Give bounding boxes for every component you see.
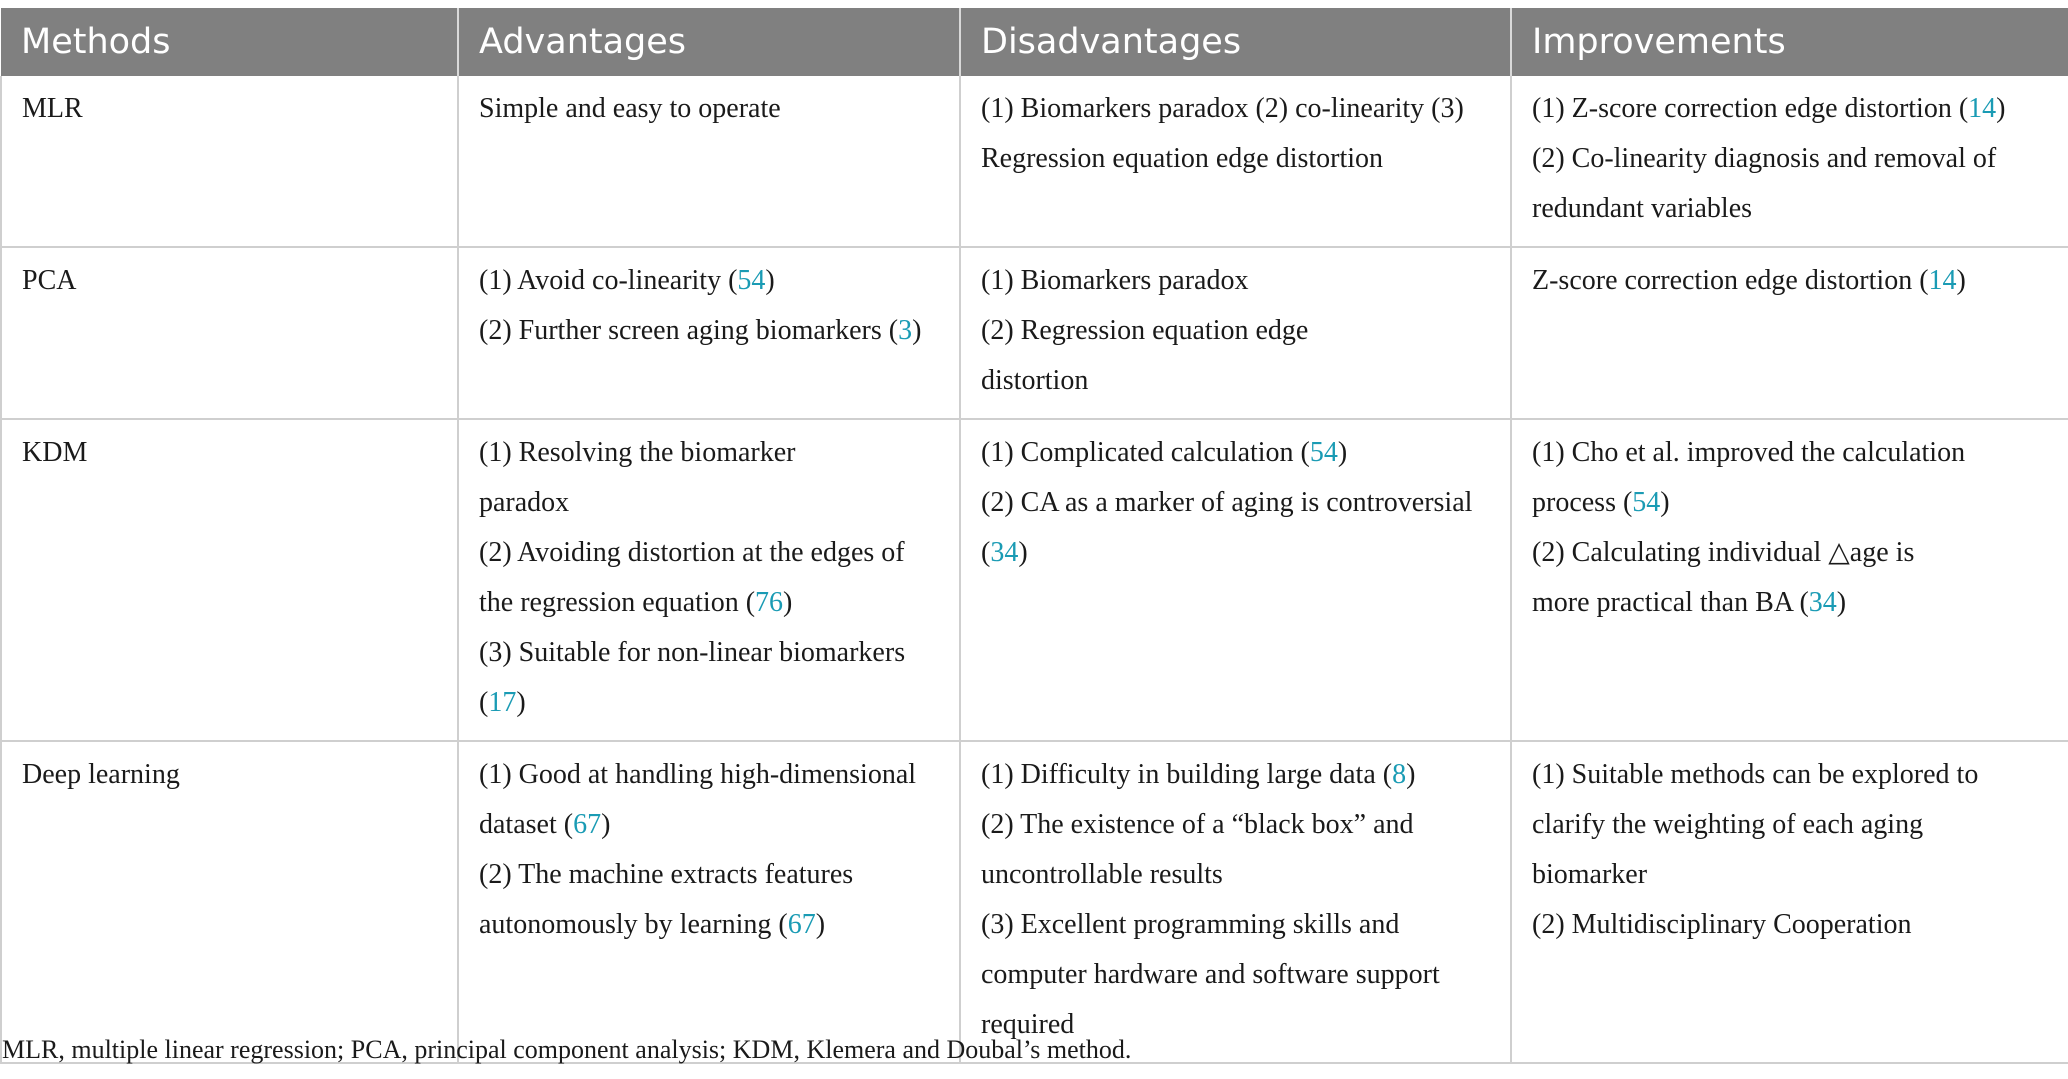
method-cell: MLR bbox=[1, 76, 458, 247]
table-row bbox=[1, 247, 2068, 419]
improvements-cell bbox=[1511, 741, 2068, 1063]
cell-text: (2) The machine extracts features bbox=[479, 859, 854, 890]
cell-text: (2) Avoiding distortion at the edges of bbox=[479, 537, 905, 568]
cell-line bbox=[1532, 578, 2048, 628]
cell-line bbox=[479, 578, 939, 628]
cell-line bbox=[981, 900, 1490, 950]
cell-line bbox=[479, 900, 939, 950]
cell-text: ( bbox=[981, 537, 991, 568]
cell-line bbox=[479, 478, 939, 528]
advantages-cell bbox=[458, 419, 960, 741]
advantages-cell bbox=[458, 741, 960, 1063]
cell-line bbox=[479, 800, 939, 850]
reference-link[interactable]: 34 bbox=[990, 537, 1019, 568]
cell-text: (2) Co-linearity diagnosis and removal of bbox=[1532, 143, 1997, 174]
reference-link[interactable]: 3 bbox=[898, 315, 913, 346]
cell-text: (2) Calculating individual △age is bbox=[1532, 537, 1915, 568]
cell-line bbox=[479, 678, 939, 728]
cell-text: (2) Regression equation edge bbox=[981, 315, 1309, 346]
method-cell: Deep learning bbox=[1, 741, 458, 1063]
cell-line bbox=[1532, 84, 2048, 134]
cell-text: ) bbox=[516, 687, 526, 718]
reference-link[interactable]: 54 bbox=[1309, 437, 1338, 468]
cell-text: (1) Biomarkers paradox (2) co-linearity (3) bbox=[981, 93, 1464, 124]
header-methods: Methods bbox=[1, 8, 458, 76]
cell-line bbox=[1532, 900, 2048, 950]
cell-text: (1) Difficulty in building large data ( bbox=[981, 759, 1393, 790]
cell-line bbox=[479, 428, 939, 478]
cell-text: biomarker bbox=[1532, 859, 1648, 890]
disadvantages-cell bbox=[960, 247, 1511, 419]
cell-text: process ( bbox=[1532, 487, 1633, 518]
cell-text: (1) Cho et al. improved the calculation bbox=[1532, 437, 1966, 468]
improvements-cell bbox=[1511, 419, 2068, 741]
cell-text: (2) Multidisciplinary Cooperation bbox=[1532, 909, 1912, 940]
disadvantages-cell bbox=[960, 741, 1511, 1063]
cell-text: ) bbox=[783, 587, 793, 618]
cell-line bbox=[1532, 428, 2048, 478]
cell-text: (1) Good at handling high-dimensional bbox=[479, 759, 917, 790]
cell-text: Simple and easy to operate bbox=[479, 93, 781, 124]
table-row bbox=[1, 419, 2068, 741]
cell-line bbox=[981, 950, 1490, 1000]
cell-text: more practical than BA ( bbox=[1532, 587, 1809, 618]
cell-line bbox=[1532, 750, 2048, 800]
header-disadvantages: Disadvantages bbox=[960, 8, 1511, 76]
cell-text: (1) Resolving the biomarker bbox=[479, 437, 796, 468]
cell-text: (1) Complicated calculation ( bbox=[981, 437, 1310, 468]
cell-line bbox=[479, 850, 939, 900]
cell-text: ) bbox=[815, 909, 826, 940]
cell-line bbox=[981, 256, 1490, 306]
disadvantages-cell bbox=[960, 419, 1511, 741]
cell-text: ) bbox=[765, 265, 775, 296]
cell-line bbox=[1532, 850, 2048, 900]
cell-line bbox=[981, 528, 1490, 578]
cell-text: required bbox=[981, 1009, 1075, 1040]
cell-text: (1) Biomarkers paradox bbox=[981, 265, 1249, 296]
cell-line bbox=[981, 306, 1490, 356]
cell-line bbox=[981, 850, 1490, 900]
cell-line bbox=[1532, 184, 2048, 234]
cell-text: (1) Z-score correction edge distortion ( bbox=[1532, 93, 1969, 124]
reference-link[interactable]: 54 bbox=[1632, 487, 1661, 518]
cell-text: Regression equation edge distortion bbox=[981, 143, 1384, 174]
cell-text: ( bbox=[479, 687, 489, 718]
header-advantages: Advantages bbox=[458, 8, 960, 76]
cell-text: computer hardware and software support bbox=[981, 959, 1440, 990]
method-cell: PCA bbox=[1, 247, 458, 419]
methods-comparison-table bbox=[0, 8, 2068, 1064]
cell-text: the regression equation ( bbox=[479, 587, 756, 618]
table-footnote: MLR, multiple linear regression; PCA, principal component analysis; KDM, Klemera and Doubal’s method. bbox=[2, 1035, 1132, 1064]
table-body bbox=[1, 76, 2068, 1063]
cell-line bbox=[981, 84, 1490, 134]
cell-text: ) bbox=[1406, 759, 1416, 790]
cell-line bbox=[479, 628, 939, 678]
cell-text: (3) Excellent programming skills and bbox=[981, 909, 1400, 940]
cell-text: ) bbox=[601, 809, 611, 840]
table-row bbox=[1, 76, 2068, 247]
cell-line bbox=[479, 84, 939, 134]
cell-text: (2) The existence of a “black box” and bbox=[981, 809, 1414, 840]
cell-line bbox=[1532, 134, 2048, 184]
cell-text: ) bbox=[912, 315, 922, 346]
cell-text: (1) Suitable methods can be explored to bbox=[1532, 759, 1979, 790]
cell-line bbox=[981, 800, 1490, 850]
cell-line bbox=[1532, 256, 2048, 306]
reference-link[interactable]: 67 bbox=[573, 809, 602, 840]
cell-text: dataset ( bbox=[479, 809, 574, 840]
cell-line bbox=[981, 750, 1490, 800]
reference-link[interactable]: 67 bbox=[787, 909, 816, 940]
cell-line bbox=[1532, 528, 2048, 578]
cell-text: ) bbox=[1996, 93, 2006, 124]
cell-text: ) bbox=[1836, 587, 1847, 618]
disadvantages-cell bbox=[960, 76, 1511, 247]
cell-text: ) bbox=[1660, 487, 1670, 518]
cell-line bbox=[479, 750, 939, 800]
cell-text: (1) Avoid co-linearity ( bbox=[479, 265, 738, 296]
reference-link[interactable]: 14 bbox=[1968, 93, 1997, 124]
reference-link[interactable]: 34 bbox=[1808, 587, 1837, 618]
reference-link[interactable]: 17 bbox=[488, 687, 517, 718]
cell-line bbox=[981, 356, 1490, 406]
cell-line bbox=[1532, 800, 2048, 850]
table-header-row bbox=[1, 8, 2068, 76]
reference-link[interactable]: 76 bbox=[755, 587, 784, 618]
cell-line bbox=[479, 256, 939, 306]
reference-link[interactable]: 8 bbox=[1392, 759, 1407, 790]
cell-line bbox=[1532, 478, 2048, 528]
table-row bbox=[1, 741, 2068, 1063]
cell-text: redundant variables bbox=[1532, 193, 1753, 224]
reference-link[interactable]: 14 bbox=[1928, 265, 1957, 296]
cell-text: paradox bbox=[479, 487, 570, 518]
cell-text: distortion bbox=[981, 365, 1089, 396]
cell-text: (3) Suitable for non-linear biomarkers bbox=[479, 637, 906, 668]
cell-text: autonomously by learning ( bbox=[479, 909, 788, 940]
cell-text: ) bbox=[1337, 437, 1348, 468]
method-cell: KDM bbox=[1, 419, 458, 741]
cell-line bbox=[981, 478, 1490, 528]
advantages-cell bbox=[458, 247, 960, 419]
cell-text: Z-score correction edge distortion ( bbox=[1532, 265, 1929, 296]
advantages-cell bbox=[458, 76, 960, 247]
header-improvements: Improvements bbox=[1511, 8, 2068, 76]
cell-line bbox=[479, 528, 939, 578]
reference-link[interactable]: 54 bbox=[737, 265, 766, 296]
cell-line bbox=[981, 134, 1490, 184]
cell-line bbox=[981, 428, 1490, 478]
cell-text: clarify the weighting of each aging bbox=[1532, 809, 1924, 840]
cell-text: uncontrollable results bbox=[981, 859, 1223, 890]
improvements-cell bbox=[1511, 76, 2068, 247]
cell-line bbox=[479, 306, 939, 356]
cell-text: (2) CA as a marker of aging is controversial bbox=[981, 487, 1473, 518]
improvements-cell bbox=[1511, 247, 2068, 419]
cell-text: ) bbox=[1956, 265, 1966, 296]
comparison-table-container bbox=[0, 8, 2068, 1064]
cell-text: (2) Further screen aging biomarkers ( bbox=[479, 315, 899, 346]
cell-text: ) bbox=[1018, 537, 1028, 568]
